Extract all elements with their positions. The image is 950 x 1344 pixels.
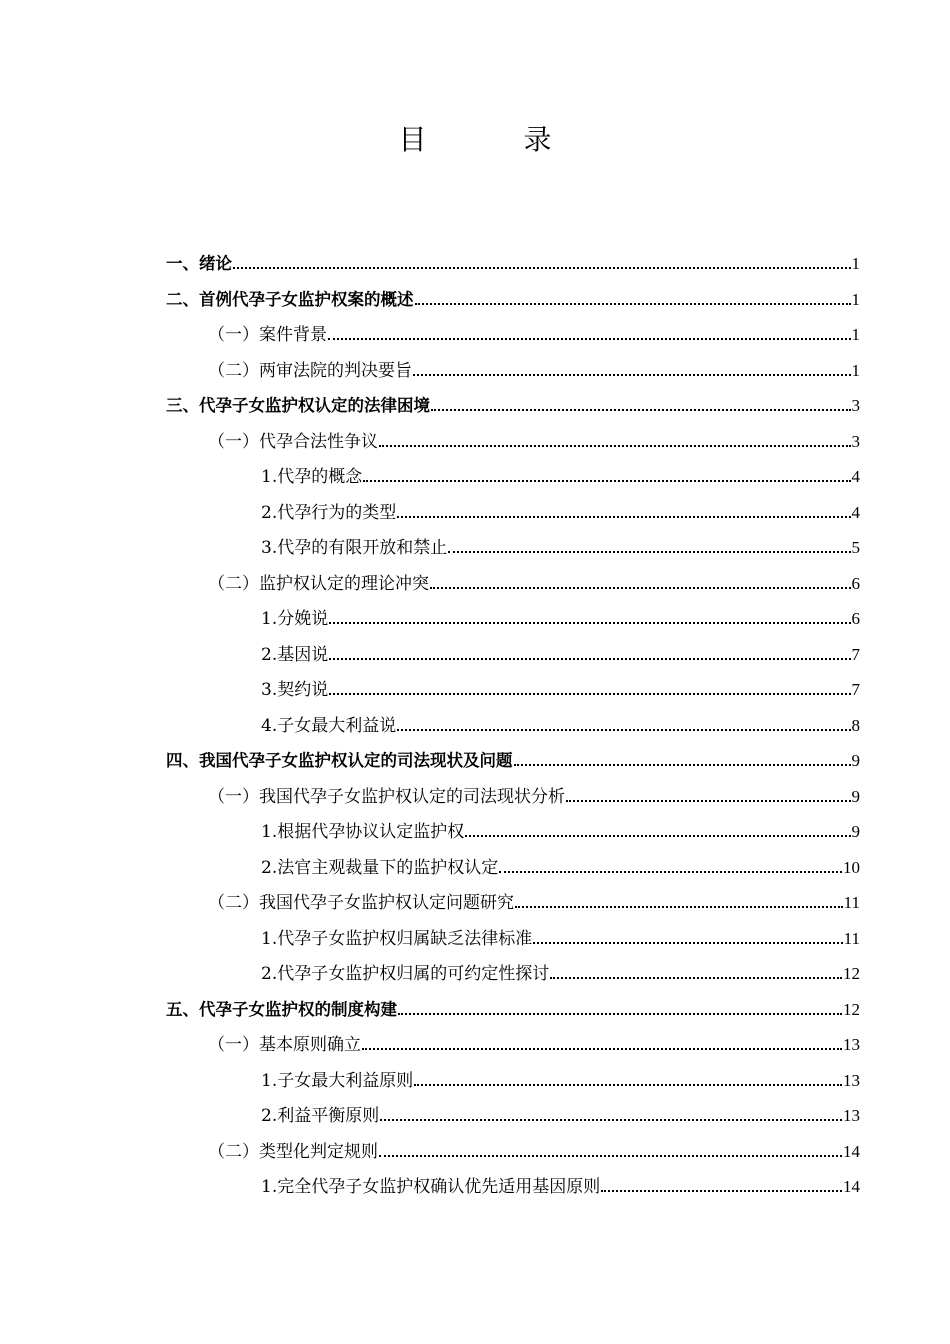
toc-dot-leader	[431, 408, 851, 411]
toc-entry[interactable]	[166, 432, 860, 452]
toc-entry-text: 1.完全代孕子女监护权确认优先适用基因原则	[261, 1177, 601, 1197]
toc-entry-text: （二）我国代孕子女监护权认定问题研究	[208, 893, 514, 913]
toc-entry-text: 四、我国代孕子女监护权认定的司法现状及问题	[166, 751, 513, 770]
toc-page-number: 3	[851, 431, 860, 451]
toc-entry[interactable]	[166, 254, 860, 274]
toc-entry-text: 三、代孕子女监护权认定的法律困境	[166, 396, 430, 415]
toc-entry[interactable]	[166, 964, 860, 984]
toc-page-number: 1	[851, 254, 860, 273]
toc-page-number: 12	[843, 999, 860, 1019]
toc-dot-leader	[397, 515, 850, 518]
toc-page-number: 13	[843, 1035, 860, 1054]
toc-entry-text: 2.基因说	[261, 644, 329, 665]
toc-page-number: 11	[843, 928, 860, 948]
toc-entry-text: （一）我国代孕子女监护权认定的司法现状分析	[208, 786, 565, 807]
toc-page-number: 11	[843, 893, 860, 912]
toc-page-number: 5	[851, 538, 860, 557]
toc-entry[interactable]	[166, 787, 860, 807]
toc-entry-text: 4.子女最大利益说	[261, 715, 397, 736]
toc-page-number: 4	[851, 467, 860, 486]
toc-entry[interactable]	[166, 396, 860, 416]
toc-dot-leader	[329, 621, 850, 624]
toc-dot-leader	[448, 550, 850, 553]
toc-page-number: 1	[851, 289, 860, 309]
toc-page-number: 3	[851, 396, 860, 415]
toc-entry[interactable]	[166, 325, 860, 345]
toc-entry[interactable]	[166, 503, 860, 523]
toc-dot-leader	[379, 1154, 842, 1157]
toc-entry-text: 1.根据代孕协议认定监护权	[261, 822, 465, 842]
toc-entry-text: 五、代孕子女监护权的制度构建	[166, 999, 397, 1019]
toc-entry[interactable]	[166, 751, 860, 771]
toc-entry[interactable]	[166, 1106, 860, 1126]
toc-page-number: 14	[843, 1141, 860, 1161]
toc-entry[interactable]	[166, 1177, 860, 1197]
toc-page-number: 9	[851, 751, 860, 770]
toc-page-number: 7	[851, 680, 860, 699]
toc-entry[interactable]	[166, 290, 860, 310]
toc-entry[interactable]	[166, 467, 860, 487]
toc-page-number: 6	[851, 573, 860, 593]
toc-entry-text: 一、绪论	[166, 254, 232, 273]
toc-page-number: 1	[851, 360, 860, 380]
toc-entry-text: 3.代孕的有限开放和禁止	[261, 538, 448, 558]
toc-dot-leader	[533, 941, 842, 944]
toc-dot-leader	[430, 586, 851, 589]
toc-entry[interactable]	[166, 929, 860, 949]
toc-entry-text: （二）类型化判定规则	[208, 1141, 378, 1162]
toc-dot-leader	[550, 976, 842, 979]
toc-dot-leader	[397, 728, 850, 731]
toc-title: 目 录	[398, 123, 596, 156]
toc-dot-leader	[465, 834, 850, 837]
toc-entry[interactable]	[166, 716, 860, 736]
toc-page-number: 9	[851, 822, 860, 841]
toc-entry[interactable]	[166, 361, 860, 381]
toc-entry-text: 1.子女最大利益原则	[261, 1070, 414, 1091]
toc-entry[interactable]	[166, 1000, 860, 1020]
toc-entry-text: 2.代孕子女监护权归属的可约定性探讨	[261, 964, 550, 984]
table-of-contents	[166, 254, 860, 1213]
toc-page-number: 1	[851, 325, 860, 344]
toc-dot-leader	[329, 692, 850, 695]
toc-entry[interactable]	[166, 822, 860, 842]
toc-page-number: 14	[843, 1177, 860, 1196]
toc-dot-leader	[233, 266, 851, 269]
toc-entry-text: （二）两审法院的判决要旨	[208, 360, 412, 381]
toc-entry-text: 3.契约说	[261, 680, 329, 700]
toc-dot-leader	[413, 373, 851, 376]
toc-entry-text: 二、首例代孕子女监护权案的概述	[166, 289, 414, 309]
toc-page-number: 8	[851, 715, 860, 735]
toc-page-number: 13	[843, 1106, 860, 1125]
toc-dot-leader	[601, 1189, 842, 1192]
toc-page-number: 13	[843, 1070, 860, 1090]
toc-entry[interactable]	[166, 1035, 860, 1055]
toc-page-number: 12	[843, 964, 860, 983]
toc-entry-text: 2.代孕行为的类型	[261, 502, 397, 523]
toc-dot-leader	[398, 1012, 842, 1015]
toc-dot-leader	[566, 799, 851, 802]
toc-entry[interactable]	[166, 858, 860, 878]
toc-dot-leader	[328, 337, 851, 340]
toc-entry-text: 1.代孕的概念	[261, 467, 363, 487]
toc-dot-leader	[329, 657, 850, 660]
toc-entry[interactable]	[166, 1142, 860, 1162]
toc-dot-leader	[363, 479, 850, 482]
toc-dot-leader	[414, 1083, 842, 1086]
toc-entry-text: （一）代孕合法性争议	[208, 431, 378, 452]
toc-page-number: 9	[851, 786, 860, 806]
toc-dot-leader	[380, 1118, 842, 1121]
toc-dot-leader	[515, 905, 843, 908]
toc-entry[interactable]	[166, 680, 860, 700]
toc-page-number: 10	[843, 857, 860, 877]
toc-page-number: 4	[851, 502, 860, 522]
toc-entry[interactable]	[166, 645, 860, 665]
toc-dot-leader	[415, 302, 851, 305]
toc-page-number: 6	[851, 609, 860, 628]
toc-entry-text: （一）基本原则确立	[208, 1035, 361, 1055]
toc-entry-text: （一）案件背景	[208, 325, 327, 345]
toc-entry-text: 2.利益平衡原则	[261, 1106, 380, 1126]
toc-dot-leader	[362, 1047, 842, 1050]
toc-dot-leader	[514, 763, 851, 766]
toc-dot-leader	[499, 870, 842, 873]
toc-entry[interactable]	[166, 609, 860, 629]
toc-entry[interactable]	[166, 1071, 860, 1091]
toc-dot-leader	[379, 444, 851, 447]
toc-entry-text: （二）监护权认定的理论冲突	[208, 573, 429, 594]
toc-entry-text: 2.法官主观裁量下的监护权认定	[261, 857, 499, 878]
toc-entry[interactable]	[166, 893, 860, 913]
toc-entry-text: 1.分娩说	[261, 609, 329, 629]
toc-entry[interactable]	[166, 538, 860, 558]
toc-page-number: 7	[851, 644, 860, 664]
toc-entry-text: 1.代孕子女监护权归属缺乏法律标准	[261, 928, 533, 949]
toc-entry[interactable]	[166, 574, 860, 594]
